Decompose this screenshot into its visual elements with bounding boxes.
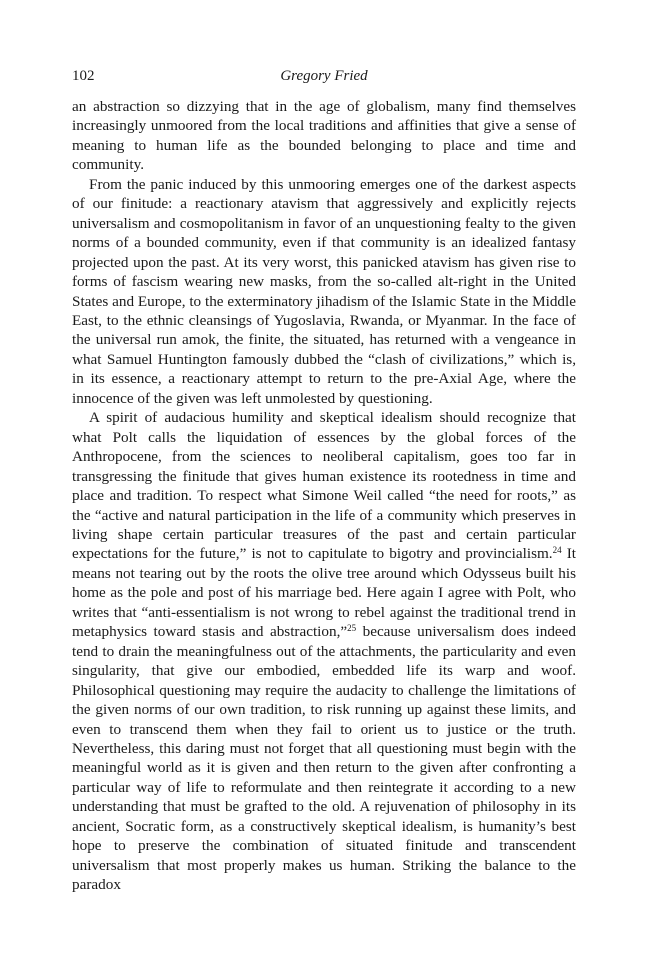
- paragraph-text-segment: It means not tearing out by the roots the olive tree around which Odysseus built his home as the pole and post of his marriage bed. Here again I agree with Polt, who writes that “anti-essentialism is not wrong to rebel against the traditional trend in metaphysics toward stasis and abstraction,”: [72, 545, 577, 641]
- footnote-ref-25[interactable]: 25: [347, 623, 357, 634]
- paragraph-atavism: From the panic induced by this unmooring emerges one of the darkest aspects of our finitude: a reactionary atavism that aggressively and explicitly rejects universalism and cosmopolitanism in favor of an unquestioning fealty to the given norms of a bounded community, even if that community is an idealized fantasy projected upon the past. At its very worst, this panicked atavism has given rise to forms of fascism wearing new masks, from the so-called alt-right in the United States and Europe, to the exterminatory jihadism of the Islamic State in the Middle East, to the ethnic cleansings of Yugoslavia, Rwanda, or Myanmar. In the face of the universal run amok, the finite, the situated, has returned with a vengeance in what Samuel Huntington famously dubbed the “clash of civilizations,” which is, in its essence, a reactionary attempt to return to the pre-Axial Age, where the innocence of the given was left unmolested by questioning.: [72, 175, 576, 407]
- paragraph-continued: an abstraction so dizzying that in the age of globalism, many find themselves increasingly unmoored from the local traditions and affinities that give a sense of meaning to human life as the bounded belonging to place and time and community.: [72, 98, 576, 174]
- paragraph-text-segment: A spirit of audacious humility and skeptical idealism should recognize that what Polt calls the liquidation of essences by the global forces of the Anthropocene, from the sciences to neoliberal capitalism, goes too far in transgressing the finitude that gives human existence its rootedness in time and place and tradition. To respect what Simone Weil called “the need for roots,” as the “active and natural participation in the life of a community which preserves in living shape certain particular treasures of the past and certain particular expectations for the future,” is not to capitulate to bigotry and provincialism.: [72, 409, 576, 563]
- paragraph-text-segment: because universalism does indeed tend to drain the meaningfulness out of the attachments, the particularity and even singularity, that give our embodied, embedded life its warp and woof. Philosophical questioning may require the audacity to challenge the limitations of the given norms of our own tradition, to risk running up against these limits, and even to transcend them when they fail to orient us to justice or the truth. Nevertheless, this daring must not forget that all questioning must begin with the meaningful world as it is given and then return to the given after confronting a particular way of life to reformulate and then reintegrate it according to a new understanding that must be grafted to the old. A rejuvenation of philosophy in its ancient, Socratic form, as a constructively skeptical idealism, is humanity’s best hope to preserve the combination of situated finitude and transcendent universalism that most properly makes us human. Striking the balance to the paradox: [72, 623, 577, 894]
- running-title: Gregory Fried: [280, 68, 368, 84]
- footnote-ref-24[interactable]: 24: [552, 545, 562, 556]
- body-text: [72, 97, 576, 895]
- page-number: 102: [72, 68, 95, 84]
- running-head: [72, 68, 576, 90]
- paragraph-audacious-humility: [72, 408, 576, 894]
